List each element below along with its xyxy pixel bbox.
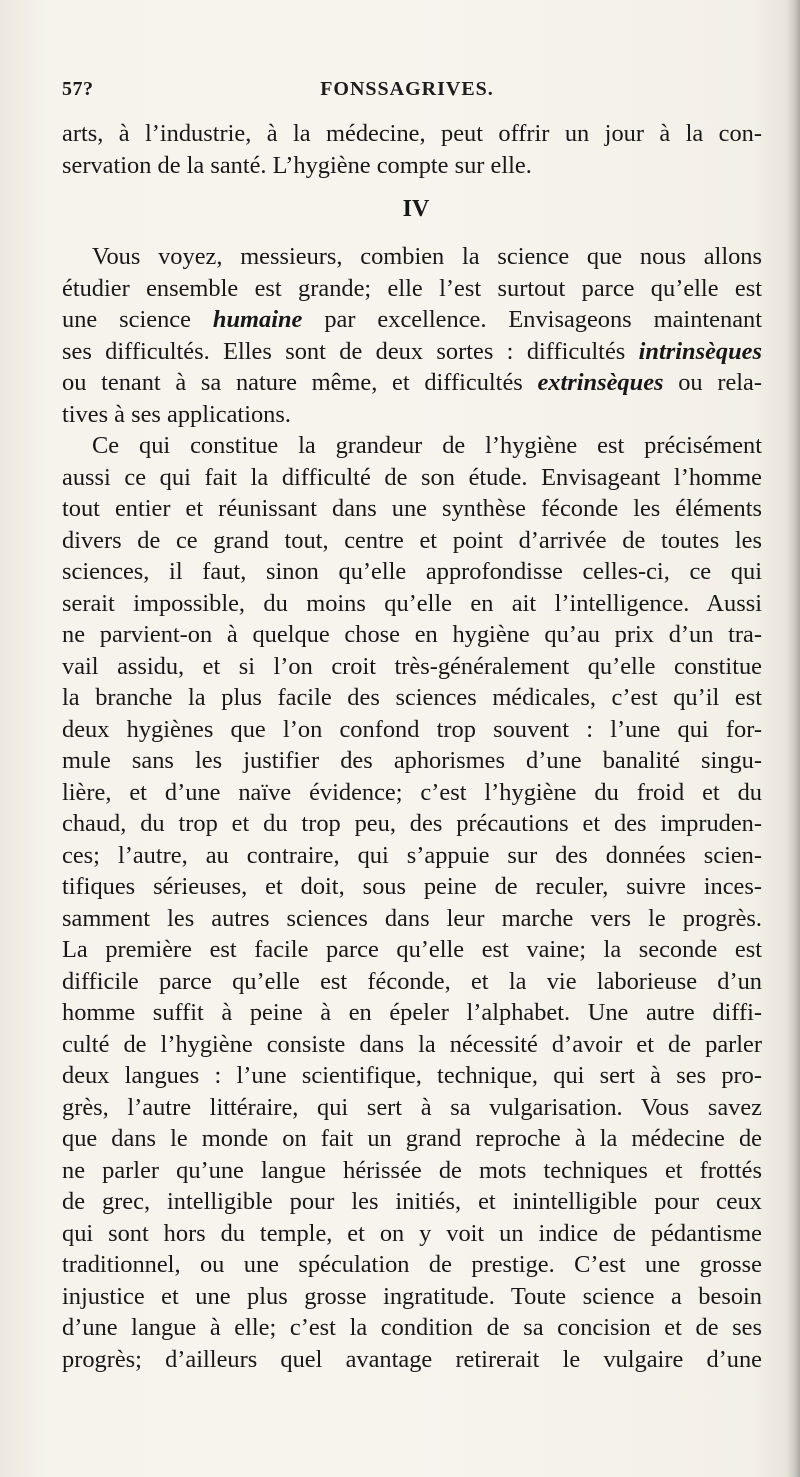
section-heading: IV [402,196,430,222]
text-line: tifiques sérieuses, et doit, sous peine de reculer, suivre inces- [62,873,762,900]
text-line: étudier ensemble est grande; elle l’est surtout parce qu’elle est [62,274,762,302]
emphasis: intrinsèques [638,337,762,365]
text-line: injustice et une plus grosse ingratitude. Toute science a besoin [62,1282,762,1310]
text-line: ne parvient-on à quelque chose en hygiène qu’au prix d’un tra- [62,621,762,648]
text-line: serait impossible, du moins qu’elle en ait l’intelligence. Aussi [62,589,762,617]
text-line: tout entier et réunissant dans une synthèse féconde les éléments [62,495,762,522]
text-line: d’une langue à elle; c’est la condition de sa concision et de ses [62,1314,762,1341]
running-title: FONSSAGRIVES. [320,78,494,100]
text-run: ou tenant à sa nature même, et difficultés [62,369,538,396]
text-run: par excellence. Envisageons maintenant [302,306,762,333]
text-line: culté de l’hygiène consiste dans la nécessité d’avoir et de parler [62,1030,762,1058]
text-line: que dans le monde on fait un grand reproche à la médecine de [62,1125,762,1152]
text-line [62,336,762,368]
text-line: mule sans les justifier des aphorismes d’une banalité singu- [62,747,762,774]
text-line: deux langues : l’une scientifique, technique, qui sert à ses pro- [62,1062,762,1089]
emphasis: extrinsèques [537,369,664,396]
text-line: progrès; d’ailleurs quel avantage retirerait le vulgaire d’une [62,1345,762,1373]
text-line: arts, à l’industrie, à la médecine, peut offrir un jour à la con- [62,120,762,147]
text-line: chaud, du trop et du trop peu, des précautions et des impruden- [62,810,762,837]
text-line: Vous voyez, messieurs, combien la science que nous allons [92,243,762,270]
body-text [62,118,762,1375]
text-line: de grec, intelligible pour les initiés, et inintelligible pour ceux [62,1188,762,1215]
text-line: lière, et d’une naïve évidence; c’est l’hygiène du froid et du [62,778,762,806]
text-line: ces; l’autre, au contraire, qui s’appuie sur des données scien- [62,841,762,869]
text-line: ne parler qu’une langue hérissée de mots techniques et frottés [62,1156,762,1184]
top-paragraph [62,118,762,181]
text-line: qui sont hors du temple, et on y voit un indice de pédantisme [62,1219,762,1247]
text-line: aussi ce qui fait la difficulté de son étude. Envisageant l’homme [62,463,762,491]
text-run: ses difficultés. Elles sont de deux sortes : difficultés [62,337,639,365]
text-line: difficile parce qu’elle est féconde, et la vie laborieuse d’un [62,967,762,995]
emphasis: humaine [212,306,303,333]
text-line: servation de la santé. L’hygiène compte sur elle. [62,151,532,179]
text-line: Ce qui constitue la grandeur de l’hygiène est précisément [92,432,762,459]
text-line: deux hygiènes que l’on confond trop souvent : l’une qui for- [62,715,762,743]
text-run: une science [62,306,213,333]
text-line: samment les autres sciences dans leur marche vers le progrès. [62,904,762,932]
text-line: traditionnel, ou une spéculation de prestige. C’est une grosse [62,1251,762,1278]
text-line: homme suffit à peine à en épeler l’alphabet. Une autre diffi- [62,999,762,1026]
binding-shadow [786,0,800,1477]
text-line: sciences, il faut, sinon qu’elle approfondisse celles-ci, ce qui [62,558,762,585]
text-line: divers de ce grand tout, centre et point d’arrivée de toutes les [62,526,762,554]
text-line: la branche la plus facile des sciences médicales, c’est qu’il est [62,684,762,711]
page-number: 57? [62,78,94,100]
text-line: tives à ses applications. [62,400,291,428]
paragraph-difficulties [62,241,762,430]
text-line [62,304,762,336]
paragraph-grandeur [62,430,762,1375]
running-head [62,78,752,108]
text-line: vail assidu, et si l’on croit très-généralement qu’elle constitue [62,652,762,680]
text-line: grès, l’autre littéraire, qui sert à sa vulgarisation. Vous savez [62,1093,762,1121]
text-run: ou rela- [663,369,762,396]
text-line: La première est facile parce qu’elle est vaine; la seconde est [62,936,762,963]
text-line [62,367,762,399]
